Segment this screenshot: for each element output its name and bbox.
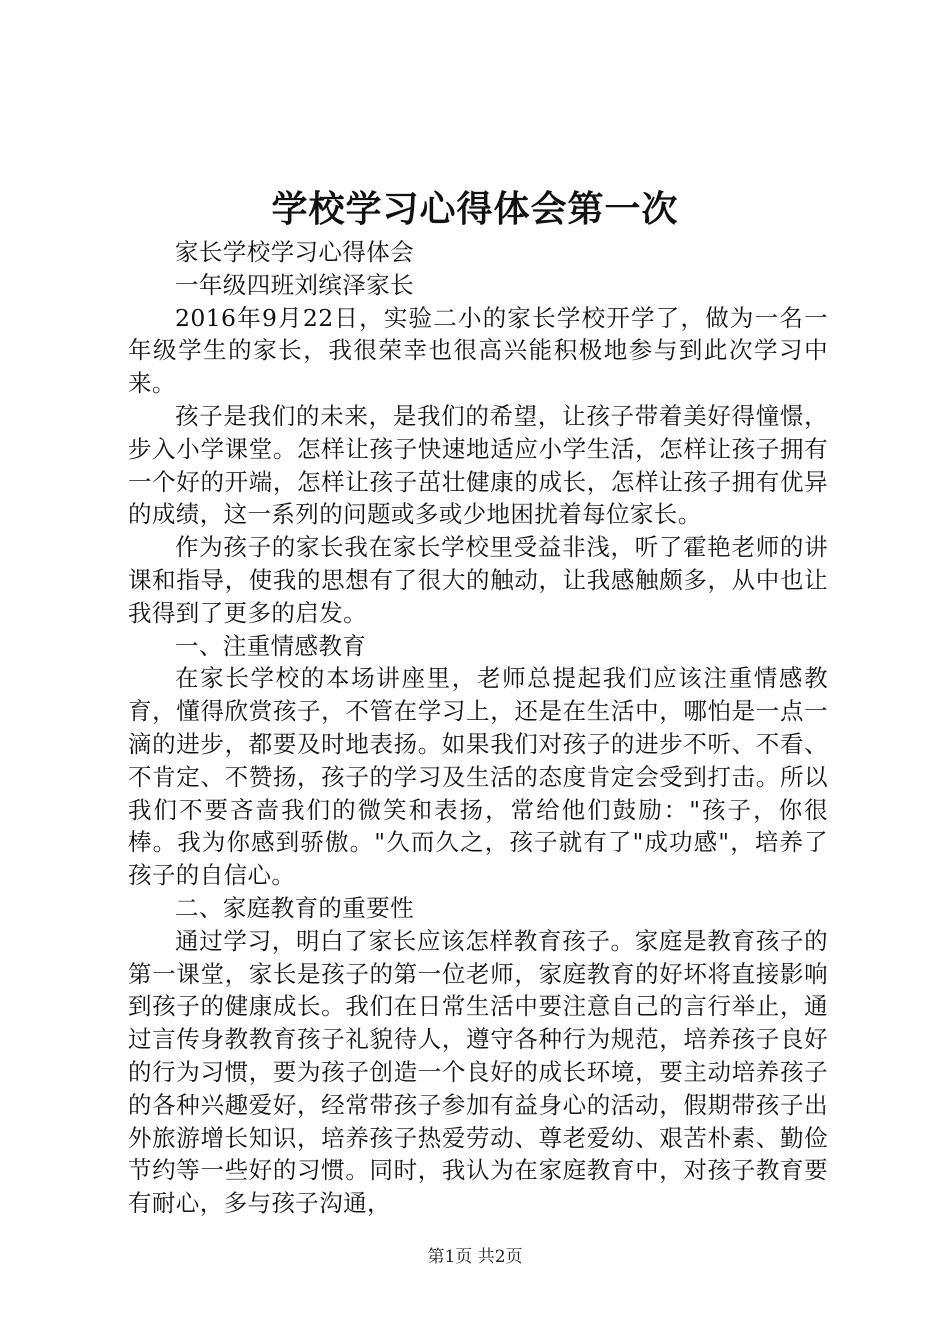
body-paragraph: 作为孩子的家长我在家长学校里受益非浅，听了霍艳老师的讲课和指导，使我的思想有了很大的触动，让我感触颇多，从中也让我得到了更多的启发。 — [128, 533, 828, 627]
section-heading: 一、注重情感教育 — [175, 631, 367, 660]
document-body — [128, 236, 828, 1220]
section-heading: 二、家庭教育的重要性 — [175, 893, 414, 922]
author-paragraph: 一年级四班刘缤泽家长 — [175, 270, 414, 299]
body-paragraph: 2016年9月22日，实验二小的家长学校开学了，做为一名一年级学生的家长，我很荣幸也很高兴能积极地参与到此次学习中来。 — [128, 303, 828, 398]
document-title: 学校学习心得体会第一次 — [271, 188, 679, 230]
body-paragraph: 在家长学校的本场讲座里，老师总提起我们应该注重情感教育，懂得欣赏孩子，不管在学习上，还是在生活中，哪怕是一点一滴的进步，都要及时地表扬。如果我们对孩子的进步不听、不看、不肯定、不赞扬，孩子的学习及生活的态度肯定会受到打击。所以我们不要吝啬我们的微笑和表扬，常给他们鼓励："孩子，你很棒。我为你感到骄傲。"久而久之，孩子就有了"成功感"，培养了孩子的自信心。 — [128, 664, 828, 890]
page-footer: 第1页 共2页 — [427, 1247, 523, 1267]
subtitle-paragraph: 家长学校学习心得体会 — [175, 238, 414, 266]
body-paragraph: 通过学习，明白了家长应该怎样教育孩子。家庭是教育孩子的第一课堂，家长是孩子的第一位老师，家庭教育的好坏将直接影响到孩子的健康成长。我们在日常生活中要注意自己的言行举止，通过言传身教教育孩子礼貌待人，遵守各种行为规范，培养孩子良好的行为习惯，要为孩子创造一个良好的成长环境，要主动培养孩子的各种兴趣爱好，经常带孩子参加有益身心的活动，假期带孩子出外旅游增长知识，培养孩子热爱劳动、尊老爱幼、艰苦朴素、勤俭节约等一些好的习惯。同时，我认为在家庭教育中，对孩子教育要有耐心，多与孩子沟通， — [128, 926, 828, 1218]
body-paragraph: 孩子是我们的未来，是我们的希望，让孩子带着美好得憧憬，步入小学课堂。怎样让孩子快速地适应小学生活，怎样让孩子拥有一个好的开端，怎样让孩子茁壮健康的成长，怎样让孩子拥有优异的成绩，这一系列的问题或多或少地困扰着每位家长。 — [128, 401, 828, 529]
